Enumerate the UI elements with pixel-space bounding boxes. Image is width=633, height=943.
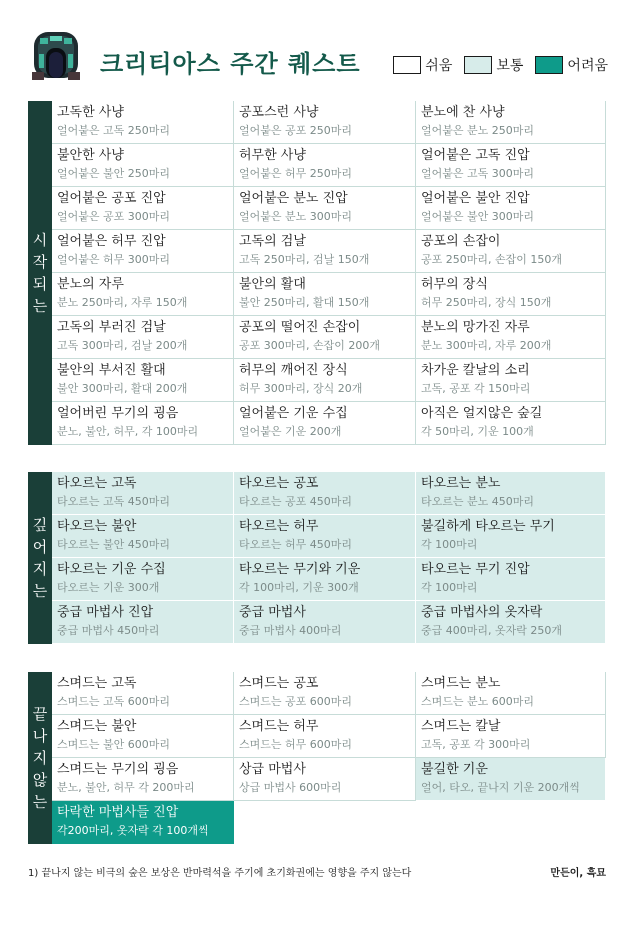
quest-requirement: 고독, 공포 각 300마리 — [421, 738, 531, 751]
quest-cell — [416, 558, 606, 601]
quest-requirement: 얼어붙은 고독 300마리 — [421, 167, 534, 180]
quest-cell — [52, 601, 234, 644]
section-label-char: 작 — [32, 253, 48, 271]
quest-requirement: 스며드는 고독 600마리 — [57, 695, 170, 708]
quest-name: 분노에 찬 사냥 — [421, 105, 505, 120]
quest-cell — [234, 101, 416, 144]
quest-cell — [52, 101, 234, 144]
section-label-char: 지 — [32, 560, 48, 578]
quest-cell — [234, 672, 416, 715]
quest-cell — [234, 601, 416, 644]
quest-requirement: 공포 250마리, 손잡이 150개 — [421, 253, 562, 266]
quest-requirement: 얼어붙은 공포 250마리 — [239, 124, 352, 137]
quest-requirement: 스며드는 허무 600마리 — [239, 738, 352, 751]
quest-name: 불길하게 타오르는 무기 — [421, 519, 555, 534]
quest-cell — [416, 101, 606, 144]
quest-name: 불길한 기운 — [421, 762, 488, 777]
quest-requirement: 중급 마법사 450마리 — [57, 624, 160, 637]
quest-cell — [234, 273, 416, 316]
gate-logo-icon — [28, 28, 84, 82]
quest-cell — [416, 758, 606, 801]
quest-cell — [52, 515, 234, 558]
quest-requirement: 고독, 공포 각 150마리 — [421, 382, 531, 395]
quest-name: 스며드는 허무 — [239, 719, 319, 734]
quest-name: 타오르는 고독 — [57, 476, 137, 491]
section-label-char: 끝 — [32, 705, 48, 723]
quest-cell — [416, 230, 606, 273]
quest-cell — [234, 715, 416, 758]
quest-cell — [416, 472, 606, 515]
section-label-char: 어 — [32, 538, 48, 556]
legend-item-normal — [464, 55, 523, 75]
quest-name: 분노의 자루 — [57, 277, 124, 292]
quest-cell — [52, 187, 234, 230]
quest-name: 얼어붙은 불안 진압 — [421, 191, 530, 206]
quest-cell — [234, 758, 416, 801]
quest-grid — [52, 472, 606, 644]
quest-cell — [416, 672, 606, 715]
quest-name: 불안의 부서진 활대 — [57, 363, 166, 378]
quest-name: 고독한 사냥 — [57, 105, 124, 120]
quest-cell — [416, 144, 606, 187]
quest-name: 아직은 얼지않은 숲길 — [421, 406, 543, 421]
section-label-char: 나 — [32, 727, 48, 745]
legend-swatch-easy — [393, 56, 421, 74]
quest-name: 차가운 칼날의 소리 — [421, 363, 530, 378]
quest-requirement: 허무 250마리, 장식 150개 — [421, 296, 552, 309]
quest-name: 얼어붙은 기운 수집 — [239, 406, 348, 421]
quest-name: 중급 마법사 진압 — [57, 605, 154, 620]
quest-name: 공포의 손잡이 — [421, 234, 501, 249]
quest-name: 얼어붙은 허무 진압 — [57, 234, 166, 249]
quest-requirement: 얼어붙은 분노 300마리 — [239, 210, 352, 223]
quest-cell — [416, 273, 606, 316]
quest-name: 허무한 사냥 — [239, 148, 306, 163]
quest-requirement: 얼어붙은 불안 250마리 — [57, 167, 170, 180]
quest-name: 스며드는 공포 — [239, 676, 319, 691]
section-label — [28, 472, 52, 644]
legend-label: 쉬움 — [425, 58, 453, 74]
section-label-char: 시 — [32, 231, 48, 249]
quest-cell — [52, 801, 234, 844]
difficulty-legend — [381, 54, 608, 76]
quest-requirement: 스며드는 불안 600마리 — [57, 738, 170, 751]
quest-requirement: 스며드는 공포 600마리 — [239, 695, 352, 708]
quest-name: 타오르는 무기 진압 — [421, 562, 530, 577]
section-label-char: 깊 — [32, 516, 48, 534]
quest-name: 허무의 깨어진 장식 — [239, 363, 348, 378]
section-beginning — [28, 101, 606, 445]
quest-requirement: 분노 300마리, 자루 200개 — [421, 339, 552, 352]
legend-item-hard — [535, 55, 608, 75]
quest-cell — [416, 187, 606, 230]
quest-name: 공포의 떨어진 손잡이 — [239, 320, 361, 335]
quest-grid — [52, 672, 606, 844]
quest-requirement: 공포 300마리, 손잡이 200개 — [239, 339, 380, 352]
quest-name: 타오르는 허무 — [239, 519, 319, 534]
quest-requirement: 얼어붙은 고독 250마리 — [57, 124, 170, 137]
legend-label: 어려움 — [567, 58, 608, 74]
quest-name: 허무의 장식 — [421, 277, 488, 292]
quest-requirement: 각 100마리 — [421, 538, 478, 551]
quest-cell — [234, 515, 416, 558]
quest-requirement: 얼어붙은 허무 300마리 — [57, 253, 170, 266]
quest-cell — [234, 402, 416, 445]
quest-requirement: 고독 300마리, 검날 200개 — [57, 339, 188, 352]
quest-name: 중급 마법사의 옷자락 — [421, 605, 543, 620]
footnote: 1) 끝나지 않는 비극의 숲은 보상은 반마력석을 주기에 초기화권에는 영향을 주지 않는다 — [28, 868, 412, 879]
quest-requirement: 타오르는 기운 300개 — [57, 581, 160, 594]
quest-name: 상급 마법사 — [239, 762, 306, 777]
quest-requirement: 타오르는 공포 450마리 — [239, 495, 352, 508]
quest-requirement: 불안 250마리, 활대 150개 — [239, 296, 370, 309]
quest-name: 얼어붙은 고독 진압 — [421, 148, 530, 163]
quest-requirement: 타오르는 허무 450마리 — [239, 538, 352, 551]
section-label-char: 는 — [32, 582, 48, 600]
quest-name: 스며드는 분노 — [421, 676, 501, 691]
quest-cell — [52, 273, 234, 316]
section-label-char: 는 — [32, 793, 48, 811]
quest-cell — [52, 558, 234, 601]
quest-name: 불안한 사냥 — [57, 148, 124, 163]
page-title: 크리티아스 주간 퀘스트 — [100, 50, 361, 78]
quest-requirement: 각200마리, 옷자락 각 100개씩 — [57, 824, 209, 837]
quest-name: 스며드는 불안 — [57, 719, 137, 734]
quest-cell — [52, 316, 234, 359]
quest-name: 타오르는 기운 수집 — [57, 562, 166, 577]
quest-cell — [52, 472, 234, 515]
quest-cell — [416, 359, 606, 402]
quest-requirement: 불안 300마리, 활대 200개 — [57, 382, 188, 395]
legend-item-easy — [393, 55, 452, 75]
quest-requirement: 상급 마법사 600마리 — [239, 781, 342, 794]
section-deepening — [28, 472, 606, 644]
quest-name: 스며드는 칼날 — [421, 719, 501, 734]
quest-requirement: 분노 250마리, 자루 150개 — [57, 296, 188, 309]
quest-requirement: 얼어, 타오, 끝나지 기운 200개씩 — [421, 781, 580, 794]
quest-requirement: 각 100마리, 기운 300개 — [239, 581, 359, 594]
quest-cell — [52, 402, 234, 445]
quest-cell — [416, 316, 606, 359]
section-label-char: 되 — [32, 275, 48, 293]
quest-name: 스며드는 무기의 굉음 — [57, 762, 179, 777]
section-label-char: 지 — [32, 749, 48, 767]
legend-label: 보통 — [496, 58, 524, 74]
quest-requirement: 분노, 불안, 허무 각 200마리 — [57, 781, 195, 794]
quest-requirement: 중급 400마리, 옷자락 250개 — [421, 624, 562, 637]
quest-requirement: 타오르는 불안 450마리 — [57, 538, 170, 551]
quest-cell — [52, 359, 234, 402]
quest-name: 고독의 부러진 검날 — [57, 320, 166, 335]
quest-name: 스며드는 고독 — [57, 676, 137, 691]
quest-requirement: 허무 300마리, 장식 20개 — [239, 382, 363, 395]
quest-name: 분노의 망가진 자루 — [421, 320, 530, 335]
quest-requirement: 타오르는 고독 450마리 — [57, 495, 170, 508]
section-label — [28, 101, 52, 445]
quest-cell — [234, 230, 416, 273]
quest-requirement: 얼어붙은 분노 250마리 — [421, 124, 534, 137]
quest-requirement: 얼어붙은 공포 300마리 — [57, 210, 170, 223]
legend-swatch-normal — [464, 56, 492, 74]
quest-name: 타락한 마법사들 진압 — [57, 805, 179, 820]
quest-cell — [52, 230, 234, 273]
quest-cell — [52, 758, 234, 801]
quest-name: 불안의 활대 — [239, 277, 306, 292]
quest-cell — [234, 472, 416, 515]
section-label-char: 않 — [32, 771, 48, 789]
quest-requirement: 얼어붙은 기운 200개 — [239, 425, 342, 438]
quest-cell — [234, 316, 416, 359]
quest-requirement: 얼어붙은 불안 300마리 — [421, 210, 534, 223]
quest-cell — [52, 715, 234, 758]
quest-cell — [234, 558, 416, 601]
quest-requirement: 각 50마리, 기운 100개 — [421, 425, 534, 438]
quest-requirement: 각 100마리 — [421, 581, 478, 594]
quest-name: 얼어버린 무기의 굉음 — [57, 406, 179, 421]
quest-name: 타오르는 무기와 기운 — [239, 562, 361, 577]
quest-requirement: 분노, 불안, 허무, 각 100마리 — [57, 425, 199, 438]
quest-name: 타오르는 분노 — [421, 476, 501, 491]
quest-requirement: 얼어붙은 허무 250마리 — [239, 167, 352, 180]
section-label-char: 는 — [32, 297, 48, 315]
legend-swatch-hard — [535, 56, 563, 74]
quest-name: 공포스런 사냥 — [239, 105, 319, 120]
quest-cell — [234, 359, 416, 402]
quest-name: 고독의 검날 — [239, 234, 306, 249]
quest-name: 얼어붙은 공포 진압 — [57, 191, 166, 206]
section-endless — [28, 672, 606, 844]
quest-cell — [416, 515, 606, 558]
quest-cell — [416, 601, 606, 644]
quest-cell — [416, 715, 606, 758]
header — [28, 28, 608, 83]
quest-name: 얼어붙은 분노 진압 — [239, 191, 348, 206]
quest-requirement: 고독 250마리, 검날 150개 — [239, 253, 370, 266]
section-label — [28, 672, 52, 844]
quest-requirement: 중급 마법사 400마리 — [239, 624, 342, 637]
quest-cell — [234, 187, 416, 230]
quest-name: 중급 마법사 — [239, 605, 306, 620]
quest-grid — [52, 101, 606, 445]
quest-requirement: 타오르는 분노 450마리 — [421, 495, 534, 508]
quest-cell — [234, 144, 416, 187]
quest-name: 타오르는 공포 — [239, 476, 319, 491]
quest-requirement: 스며드는 분노 600마리 — [421, 695, 534, 708]
quest-name: 타오르는 불안 — [57, 519, 137, 534]
quest-cell — [52, 672, 234, 715]
quest-cell — [416, 402, 606, 445]
credit: 만든이, 흑묘 — [550, 868, 606, 879]
quest-cell — [52, 144, 234, 187]
